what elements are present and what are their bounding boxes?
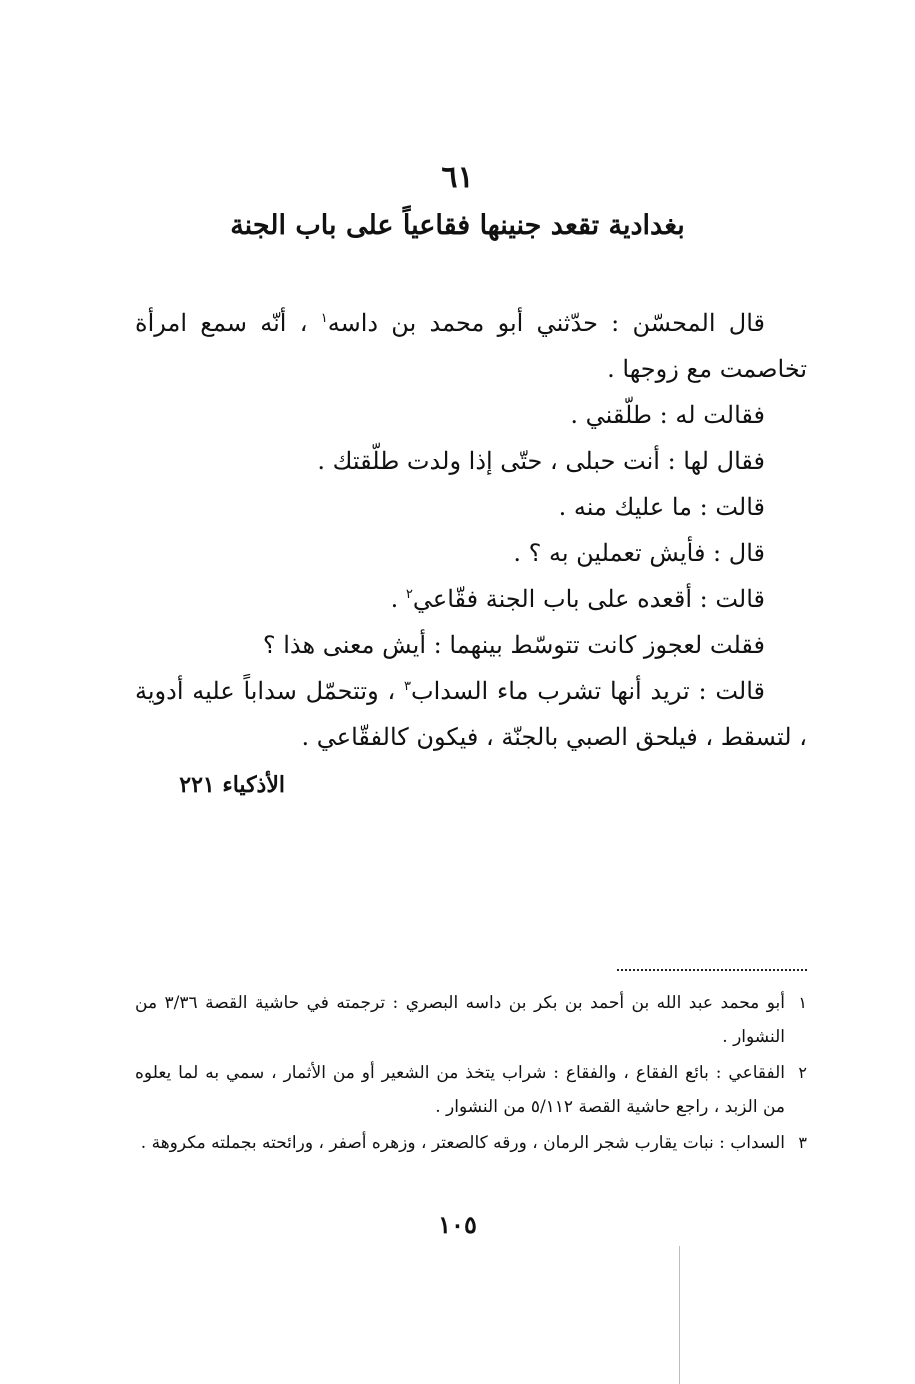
line5-text-end: . bbox=[390, 585, 406, 613]
footnote-number: ١ bbox=[798, 993, 807, 1012]
footnote-item bbox=[135, 1126, 807, 1160]
intro-text-end: ، أنّه سمع امرأة تخاصمت مع زوجها . bbox=[135, 309, 807, 383]
story-line-3: قالت : ما عليك منه . bbox=[558, 493, 765, 521]
footnote-marker-3: ٣ bbox=[403, 679, 411, 694]
line7-text-end: ، وتتحمّل سداباً عليه أدوية ، لتسقط ، فيلحق الصبي بالجنّة ، فيكون كالفقّاعي . bbox=[135, 677, 807, 751]
line5-text-start: قالت : أقعده على باب الجنة فقّاعي bbox=[412, 585, 765, 613]
footnote-marker-1: ١ bbox=[320, 311, 328, 326]
story-title: بغدادية تقعد جنينها فقاعياً على باب الجنة bbox=[230, 210, 685, 241]
story-body bbox=[135, 300, 807, 760]
story-line-1: فقالت له : طلّقني . bbox=[570, 401, 765, 429]
story-paragraph-intro bbox=[135, 300, 807, 392]
footnote-item bbox=[135, 986, 807, 1054]
source-reference: الأذكياء ٢٢١ bbox=[179, 772, 285, 798]
story-line-2: فقال لها : أنت حبلى ، حتّى إذا ولدت طلّقتك . bbox=[317, 447, 765, 475]
footnote-item bbox=[135, 1056, 807, 1124]
story-line-7 bbox=[135, 668, 807, 760]
line7-text-start: قالت : تريد أنها تشرب ماء السداب bbox=[410, 677, 765, 705]
footnote-number: ٢ bbox=[798, 1063, 807, 1082]
footnote-divider bbox=[617, 969, 807, 971]
footnote-number: ٣ bbox=[798, 1133, 807, 1152]
footnote-text: السداب : نبات يقارب شجر الرمان ، ورقه كالصعتر ، وزهره أصفر ، ورائحته بجملته مكروهة . bbox=[140, 1133, 785, 1153]
intro-text-start: قال المحسّن : حدّثني أبو محمد بن داسه bbox=[327, 309, 765, 337]
story-number: ٦١ bbox=[441, 160, 474, 195]
story-line-5 bbox=[135, 576, 807, 622]
footnote-text: أبو محمد عبد الله بن أحمد بن بكر بن داسه البصري : ترجمته في حاشية القصة ٣/٣٦ من النشوار . bbox=[135, 993, 785, 1047]
footnote-marker-2: ٢ bbox=[405, 587, 413, 602]
page-number: ١٠٥ bbox=[438, 1210, 477, 1239]
footnotes bbox=[135, 986, 807, 1162]
footnote-text: الفقاعي : بائع الفقاع ، والفقاع : شراب يتخذ من الشعير أو من الأثمار ، سمي به لما يعلوه من الزبد ، راجع حاشية القصة ٥/١١٢ من النشوار . bbox=[135, 1063, 785, 1117]
story-line-4: قال : فأيش تعملين به ؟ . bbox=[513, 539, 765, 567]
scan-edge-line bbox=[679, 1246, 680, 1384]
story-line-6: فقلت لعجوز كانت تتوسّط بينهما : أيش معنى هذا ؟ bbox=[262, 631, 765, 659]
